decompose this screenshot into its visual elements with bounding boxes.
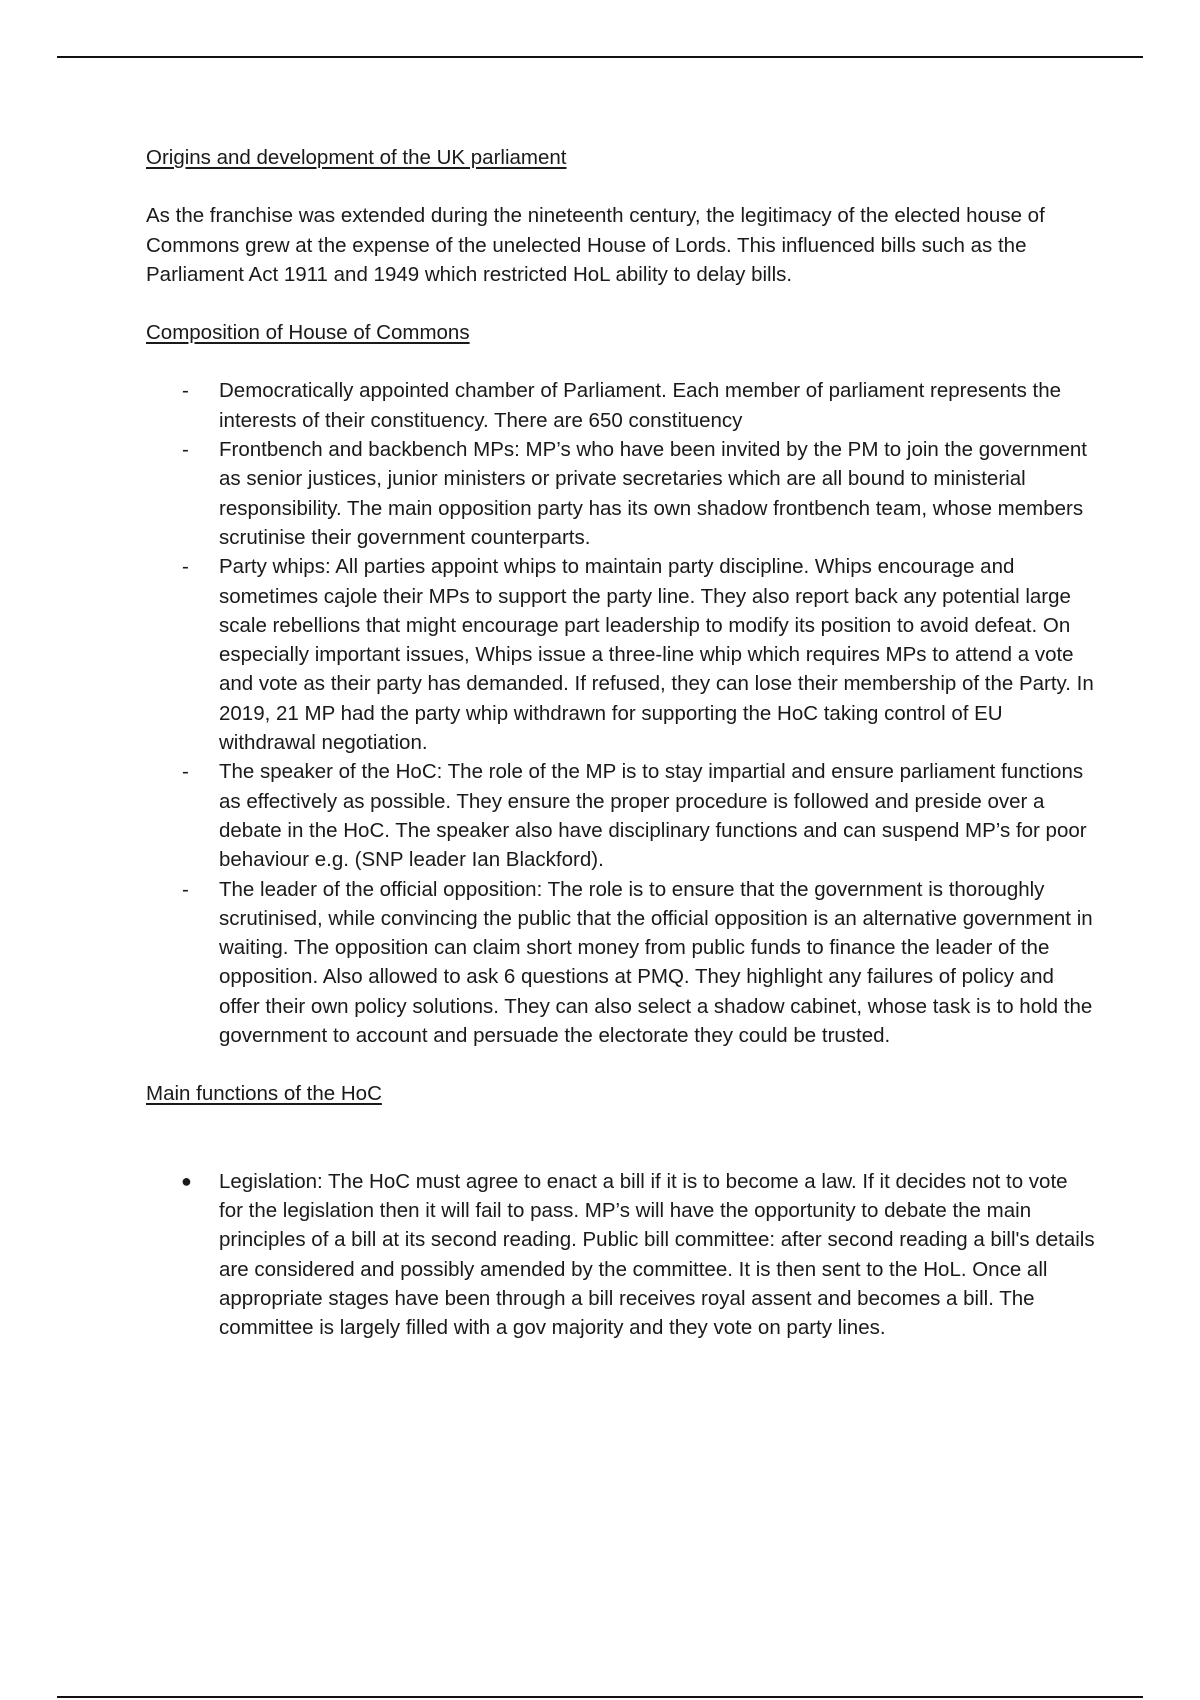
heading-functions: Main functions of the HoC (146, 1082, 382, 1106)
list-item-text: Democratically appointed chamber of Parliament. Each member of parliament represents the interests of their constituency. There are 650 constituency (219, 379, 1062, 432)
list-item-text: Frontbench and backbench MPs: MP’s who have been invited by the PM to join the government as senior justices, junior ministers or private secretaries which are all bound to ministerial responsibility. The main opposition party has its own shadow frontbench team, whose members scrutinise their government counterparts. (219, 438, 1087, 549)
list-item-text: The speaker of the HoC: The role of the MP is to stay impartial and ensure parliament functions as effectively as possible. They ensure the proper procedure is followed and preside over a debate in the HoC. The speaker also have disciplinary functions and can suspend MP’s for poor behaviour e.g. (SNP leader Ian Blackford). (219, 760, 1087, 872)
dash-marker: - (182, 760, 189, 784)
functions-list (146, 1167, 1096, 1343)
dash-marker: - (182, 877, 189, 901)
list-item (146, 552, 1096, 757)
list-item-text: Legislation: The HoC must agree to enact a bill if it is to become a law. If it decides not to vote for the legislation then it will fail to pass. MP’s will have the opportunity to debate the main principles of a bill at its second reading. Public bill committee: after second reading a bill's details are considered and possibly amended by the committee. It is then sent to the HoL. Once all appropriate stages have been through a bill receives royal assent and becomes a bill. The committee is largely filled with a gov majority and they vote on party lines. (219, 1169, 1095, 1340)
list-item (146, 875, 1096, 1051)
list-item (146, 376, 1096, 435)
list-item-text: The leader of the official opposition: The role is to ensure that the government is thoroughly scrutinised, while convincing the public that the official opposition is an alternative government in waiting. The opposition can claim short money from public funds to finance the leader of the opposition. Also allowed to ask 6 questions at PMQ. They highlight any failures of policy and offer their own policy solutions. They can also select a shadow cabinet, whose task is to hold the government to account and persuade the electorate they could be trusted. (219, 877, 1093, 1048)
heading-origins: Origins and development of the UK parliament (146, 146, 567, 169)
dash-marker: - (182, 438, 189, 462)
dash-marker: - (182, 379, 189, 403)
dash-marker: - (182, 555, 189, 579)
list-item (146, 757, 1096, 874)
bullet-marker: ● (181, 1170, 192, 1191)
document-body (146, 143, 1096, 1342)
bottom-rule (57, 1696, 1143, 1698)
list-item (146, 435, 1096, 552)
list-item (146, 1167, 1096, 1343)
list-item-text: Party whips: All parties appoint whips to maintain party discipline. Whips encourage and sometimes cajole their MPs to support the party line. They also report back any potential large scale rebellions that might encourage part leadership to modify its position to avoid defeat. On especially important issues, Whips issue a three-line whip which requires MPs to attend a vote and vote as their party has demanded. If refused, they can lose their membership of the Party. In 2019, 21 MP had the party whip withdrawn for supporting the HoC taking control of EU withdrawal negotiation. (219, 555, 1094, 755)
paragraph-origins: As the franchise was extended during the nineteenth century, the legitimacy of the elected house of Commons grew at the expense of the unelected House of Lords. This influenced bills such as the Parliament Act 1911 and 1949 which restricted HoL ability to delay bills. (146, 204, 1045, 286)
heading-composition: Composition of House of Commons (146, 321, 470, 345)
top-rule (57, 56, 1143, 58)
composition-list (146, 376, 1096, 1050)
